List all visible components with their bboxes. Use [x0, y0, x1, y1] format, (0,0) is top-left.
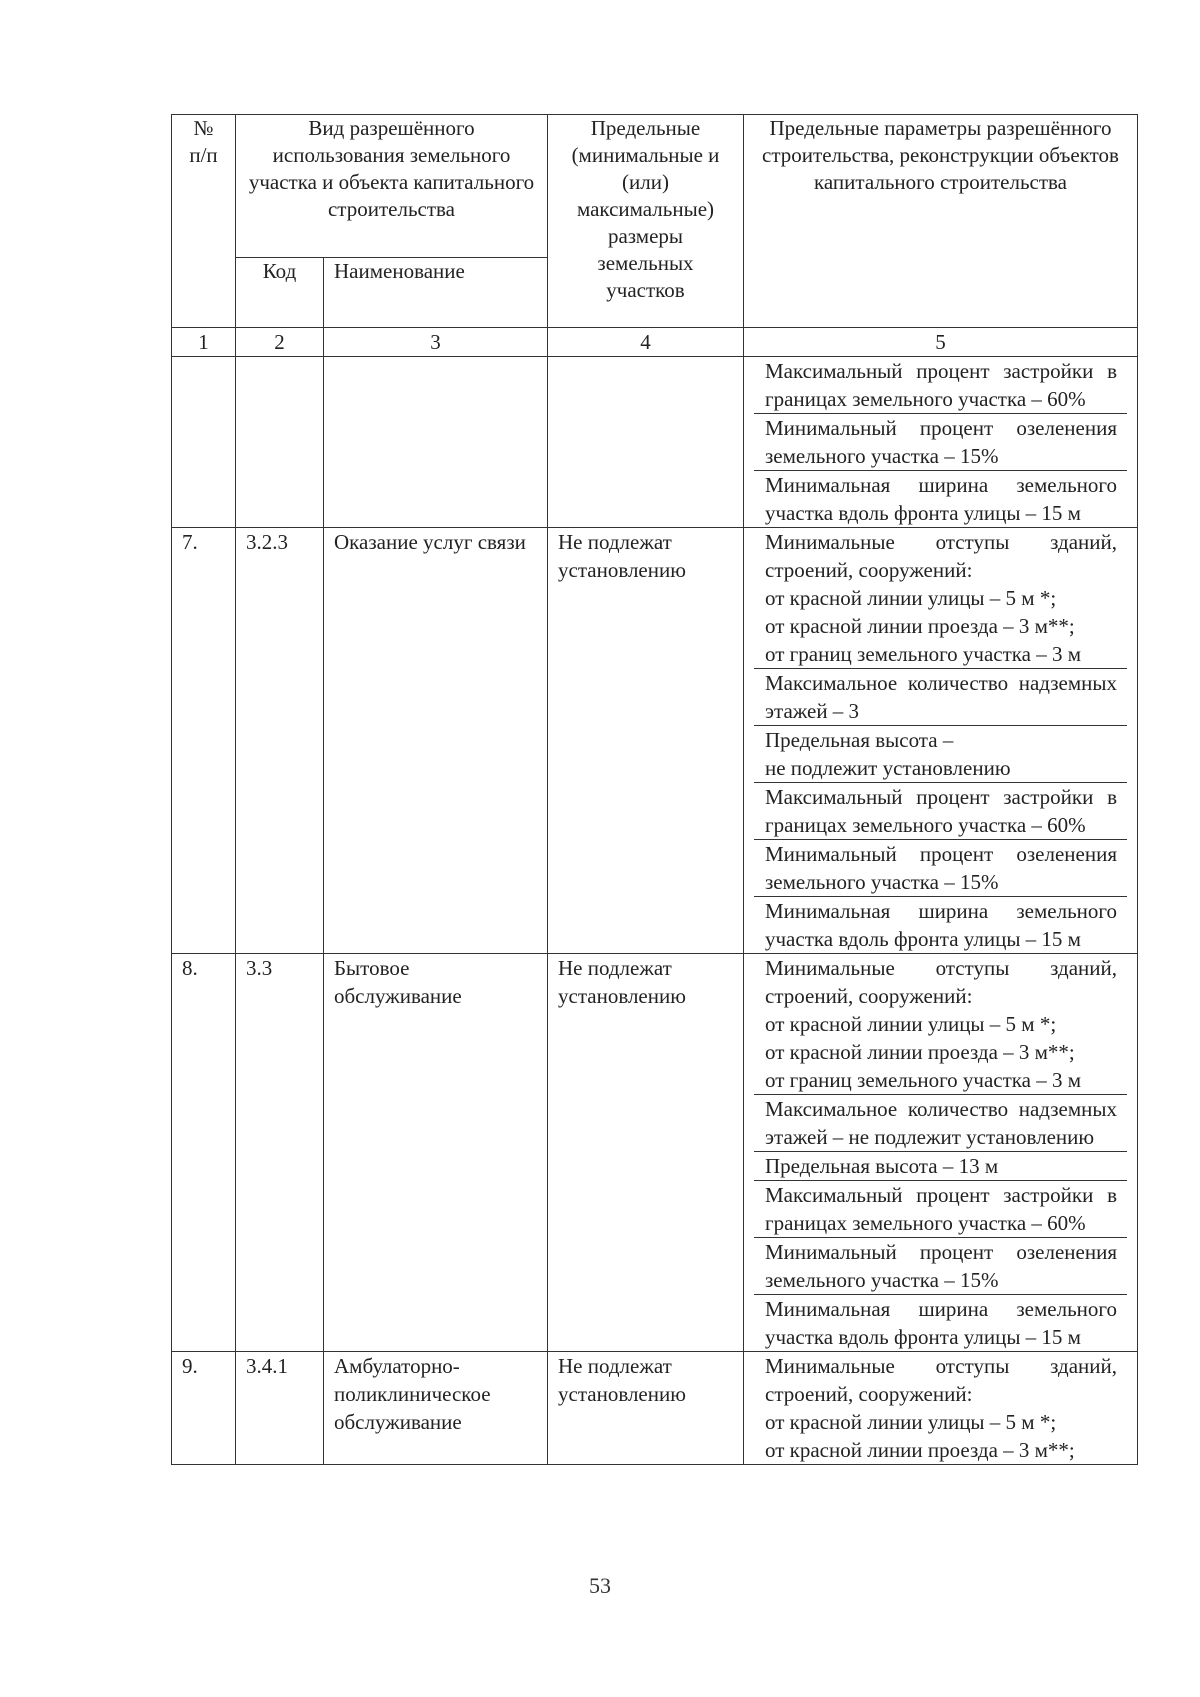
- plot-sizes: Не подлежат установлению: [548, 528, 744, 954]
- param-line: не подлежит установлению: [765, 756, 1011, 780]
- param-line: Минимальный процент озеленения земельного участка – 15%: [765, 416, 1117, 468]
- param-line: от красной линии улицы – 5 м *;: [765, 1012, 1057, 1036]
- param-line: от красной линии улицы – 5 м *;: [765, 1410, 1057, 1434]
- header-num: № п/п: [172, 115, 236, 328]
- param-item: [754, 528, 1127, 669]
- plot-sizes: [548, 357, 744, 528]
- param-line: Минимальная ширина земельного участка вдоль фронта улицы – 15 м: [765, 473, 1117, 525]
- param-item: [754, 1181, 1127, 1238]
- table-row: [172, 1352, 1138, 1465]
- param-item: [754, 726, 1127, 783]
- use-name: Бытовое обслуживание: [324, 954, 548, 1352]
- params-cell: [744, 528, 1138, 954]
- row-number: [172, 357, 236, 528]
- param-line: от красной линии улицы – 5 м *;: [765, 586, 1057, 610]
- param-item: [754, 669, 1127, 726]
- param-item: [754, 783, 1127, 840]
- param-line: Минимальная ширина земельного участка вдоль фронта улицы – 15 м: [765, 1297, 1117, 1349]
- col-number-1: 1: [172, 328, 236, 357]
- param-line: Предельная высота – 13 м: [765, 1154, 999, 1178]
- params-cell: [744, 1352, 1138, 1465]
- param-item: [754, 954, 1127, 1095]
- param-item: [754, 1152, 1127, 1181]
- table-row: [172, 954, 1138, 1352]
- use-name: Амбулаторно-поликлиническое обслуживание: [324, 1352, 548, 1465]
- col-number-4: 4: [548, 328, 744, 357]
- param-line: от красной линии проезда – 3 м**;: [765, 1438, 1075, 1462]
- param-line: Минимальные отступы зданий, строений, сооружений:: [765, 530, 1117, 582]
- param-line: Минимальный процент озеленения земельного участка – 15%: [765, 1240, 1117, 1292]
- param-line: от границ земельного участка – 3 м: [765, 1068, 1082, 1092]
- param-line: Минимальная ширина земельного участка вдоль фронта улицы – 15 м: [765, 899, 1117, 951]
- use-code: 3.3: [236, 954, 324, 1352]
- header-params: Предельные параметры разрешённого строительства, реконструкции объектов капитального строительства: [744, 115, 1138, 328]
- use-name: Оказание услуг связи: [324, 528, 548, 954]
- table-row: [172, 528, 1138, 954]
- param-line: от границ земельного участка – 3 м: [765, 642, 1082, 666]
- header-sizes: Предельные (минимальные и (или) максимальные) размеры земельных участков: [548, 115, 744, 328]
- param-item: [754, 1295, 1127, 1351]
- param-item: [754, 1238, 1127, 1295]
- header-kod: Код: [236, 258, 324, 328]
- use-name: [324, 357, 548, 528]
- regulations-table: [171, 114, 1138, 1465]
- use-code: [236, 357, 324, 528]
- param-line: Максимальный процент застройки в границах земельного участка – 60%: [765, 359, 1117, 411]
- param-line: Максимальное количество надземных этажей – 3: [765, 671, 1117, 723]
- param-item: [754, 357, 1127, 414]
- param-item: [754, 471, 1127, 527]
- param-item: [754, 897, 1127, 953]
- param-line: Минимальные отступы зданий, строений, сооружений:: [765, 1354, 1117, 1406]
- plot-sizes: Не подлежат установлению: [548, 1352, 744, 1465]
- col-number-5: 5: [744, 328, 1138, 357]
- row-number: 8.: [172, 954, 236, 1352]
- param-item: [754, 1352, 1127, 1464]
- param-line: Максимальное количество надземных этажей – не подлежит установлению: [765, 1097, 1117, 1149]
- page-number: 53: [589, 1573, 611, 1598]
- param-item: [754, 840, 1127, 897]
- plot-sizes: Не подлежат установлению: [548, 954, 744, 1352]
- param-line: от красной линии проезда – 3 м**;: [765, 1040, 1075, 1064]
- param-line: Минимальные отступы зданий, строений, сооружений:: [765, 956, 1117, 1008]
- col-number-2: 2: [236, 328, 324, 357]
- param-line: Максимальный процент застройки в границах земельного участка – 60%: [765, 785, 1117, 837]
- header-vid: Вид разрешённого использования земельного участка и объекта капитального строительства: [236, 115, 548, 258]
- params-cell: [744, 357, 1138, 528]
- param-line: от красной линии проезда – 3 м**;: [765, 614, 1075, 638]
- row-number: 9.: [172, 1352, 236, 1465]
- params-cell: [744, 954, 1138, 1352]
- param-item: [754, 414, 1127, 471]
- param-line: Минимальный процент озеленения земельного участка – 15%: [765, 842, 1117, 894]
- param-line: Предельная высота –: [765, 728, 954, 752]
- use-code: 3.2.3: [236, 528, 324, 954]
- row-number: 7.: [172, 528, 236, 954]
- param-item: [754, 1095, 1127, 1152]
- use-code: 3.4.1: [236, 1352, 324, 1465]
- col-number-3: 3: [324, 328, 548, 357]
- table-row: [172, 357, 1138, 528]
- header-name: Наименование: [324, 258, 548, 328]
- param-line: Максимальный процент застройки в границах земельного участка – 60%: [765, 1183, 1117, 1235]
